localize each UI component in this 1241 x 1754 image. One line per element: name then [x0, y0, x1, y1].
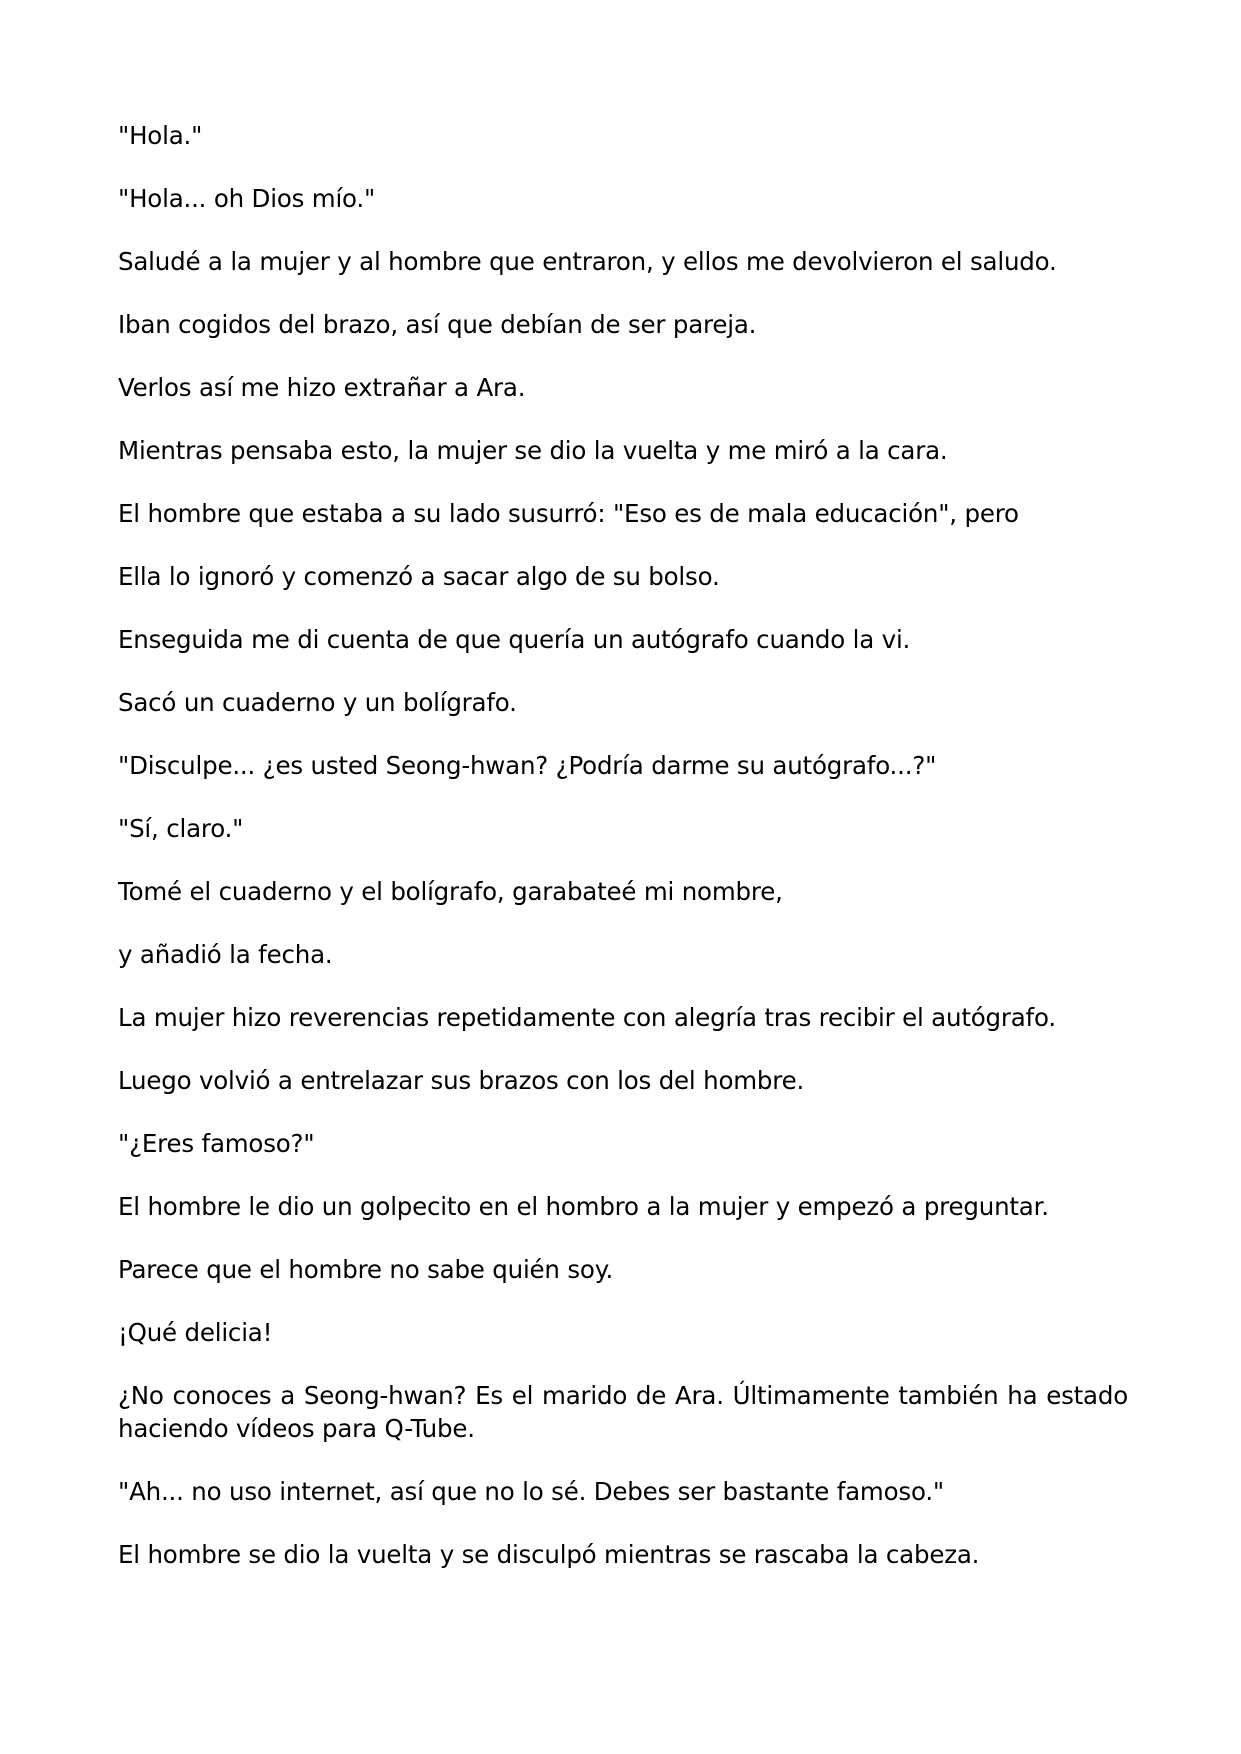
document-body: [118, 119, 1128, 1601]
paragraph: Saludé a la mujer y al hombre que entraron, y ellos me devolvieron el saludo.: [118, 247, 1057, 276]
paragraph: "Disculpe... ¿es usted Seong-hwan? ¿Podría darme su autógrafo...?": [118, 751, 937, 780]
paragraph: Mientras pensaba esto, la mujer se dio la vuelta y me miró a la cara.: [118, 436, 948, 465]
paragraph: "Hola... oh Dios mío.": [118, 184, 376, 213]
paragraph: Ella lo ignoró y comenzó a sacar algo de su bolso.: [118, 562, 720, 591]
paragraph: "¿Eres famoso?": [118, 1129, 315, 1158]
paragraph: Iban cogidos del brazo, así que debían de ser pareja.: [118, 310, 757, 339]
paragraph: ¿No conoces a Seong-hwan? Es el marido de Ara. Últimamente también ha estado haciendo vídeos para Q-Tube.: [118, 1381, 1128, 1443]
paragraph: Verlos así me hizo extrañar a Ara.: [118, 373, 526, 402]
paragraph: Luego volvió a entrelazar sus brazos con los del hombre.: [118, 1066, 805, 1095]
paragraph: "Sí, claro.": [118, 814, 244, 843]
paragraph: "Ah... no uso internet, así que no lo sé. Debes ser bastante famoso.": [118, 1477, 944, 1506]
paragraph: "Hola.": [118, 121, 203, 150]
paragraph: La mujer hizo reverencias repetidamente con alegría tras recibir el autógrafo.: [118, 1003, 1056, 1032]
paragraph: Tomé el cuaderno y el bolígrafo, garabateé mi nombre,: [118, 877, 783, 906]
paragraph: ¡Qué delicia!: [118, 1318, 273, 1347]
paragraph: El hombre que estaba a su lado susurró: "Eso es de mala educación", pero: [118, 499, 1019, 528]
paragraph: El hombre le dio un golpecito en el hombro a la mujer y empezó a preguntar.: [118, 1192, 1049, 1221]
paragraph: y añadió la fecha.: [118, 940, 333, 969]
paragraph: Sacó un cuaderno y un bolígrafo.: [118, 688, 517, 717]
paragraph: El hombre se dio la vuelta y se disculpó mientras se rascaba la cabeza.: [118, 1540, 980, 1569]
paragraph: Parece que el hombre no sabe quién soy.: [118, 1255, 614, 1284]
paragraph: Enseguida me di cuenta de que quería un autógrafo cuando la vi.: [118, 625, 911, 654]
